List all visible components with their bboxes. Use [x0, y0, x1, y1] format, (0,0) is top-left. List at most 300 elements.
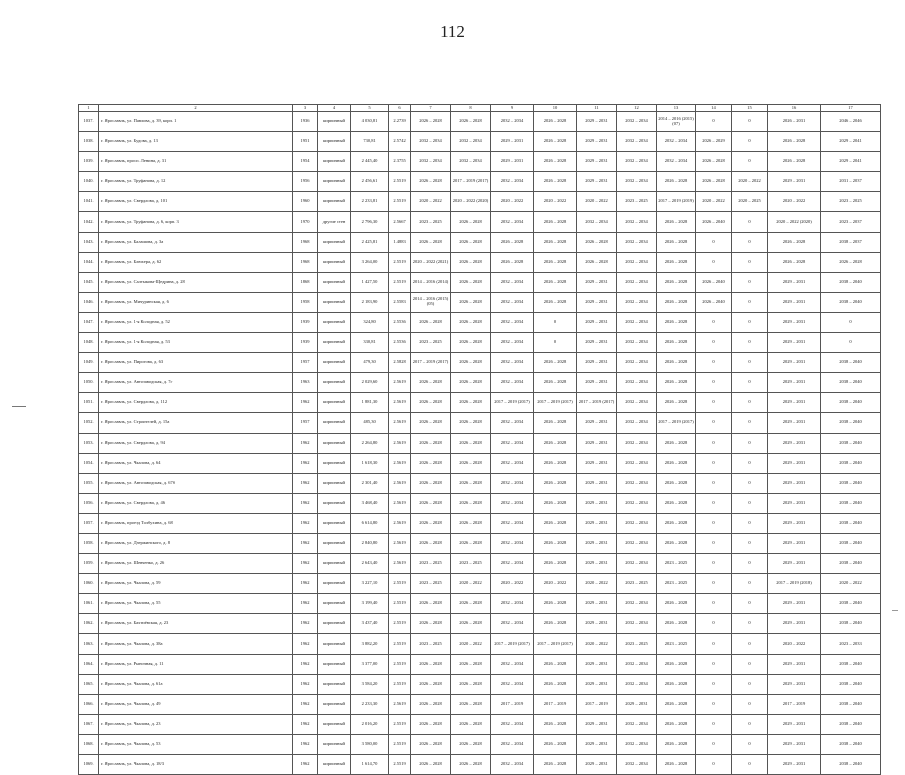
table-row — [79, 554, 881, 574]
table-cell: 2029 – 2031 — [768, 393, 821, 413]
table-cell: 2029 – 2031 — [768, 674, 821, 694]
address-cell: г. Ярославль, ул. Свердлова, д. 94 — [99, 433, 293, 453]
table-cell: 2023 – 2025 — [657, 634, 696, 654]
table-cell: 2026 – 2028 — [411, 433, 451, 453]
table-cell: 324,80 — [351, 312, 389, 332]
table-cell: 2 233,30 — [351, 694, 389, 714]
table-cell: кирпичный — [318, 292, 351, 312]
row-number: 1052. — [79, 413, 99, 433]
address-cell: г. Ярославль, ул. Салтыкова-Щедрина, д. 28 — [99, 272, 293, 292]
row-number: 1045. — [79, 272, 99, 292]
table-cell: 2026 – 2028 — [534, 614, 577, 634]
table-cell: 1.4883 — [389, 232, 411, 252]
table-cell: 2026 – 2028 — [534, 212, 577, 232]
table-cell: 2029 – 2031 — [577, 433, 617, 453]
table-cell: кирпичный — [318, 172, 351, 192]
table-cell: 1951 — [293, 132, 318, 152]
table-cell: 2017 – 2019 (2018) — [768, 574, 821, 594]
table-cell: 2038 – 2040 — [821, 614, 881, 634]
address-cell: г. Ярославль, ул. Свердлова, д. 46 — [99, 493, 293, 513]
table-cell: кирпичный — [318, 272, 351, 292]
table-cell: 2032 – 2034 — [491, 533, 534, 553]
table-cell: 2017 – 2019 (2017) — [411, 353, 451, 373]
table-cell: кирпичный — [318, 614, 351, 634]
table-cell: кирпичный — [318, 493, 351, 513]
table-cell: 2032 – 2034 — [617, 232, 657, 252]
table-cell: 2026 – 2028 — [491, 252, 534, 272]
table-cell: 2026 – 2028 — [534, 554, 577, 574]
table-cell: 2023 – 2037 — [821, 212, 881, 232]
table-cell: 2032 – 2034 — [617, 312, 657, 332]
table-cell: 2046 – 2046 — [821, 112, 881, 132]
row-number: 1058. — [79, 533, 99, 553]
table-cell: 2026 – 2028 — [451, 493, 491, 513]
table-row — [79, 112, 881, 132]
column-header: 2 — [99, 105, 293, 112]
table-cell: 2.5619 — [389, 373, 411, 393]
address-cell: г. Ярославль, просп. Ленина, д. 31 — [99, 152, 293, 172]
table-cell: 2032 – 2034 — [491, 654, 534, 674]
table-cell: 2032 – 2034 — [617, 212, 657, 232]
table-cell: 2 016,20 — [351, 714, 389, 734]
table-cell: 2026 – 2028 — [534, 493, 577, 513]
table-cell: 2026 – 2028 — [491, 232, 534, 252]
table-cell: 2026 – 2028 — [657, 333, 696, 353]
address-cell: г. Ярославль, ул. Балашова, д. 3а — [99, 232, 293, 252]
table-cell: 3 584,20 — [351, 674, 389, 694]
table-cell: 2.5519 — [389, 272, 411, 292]
column-header: 5 — [351, 105, 389, 112]
table-cell: 0 — [696, 393, 732, 413]
table-cell: 1957 — [293, 353, 318, 373]
table-cell: 1954 — [293, 152, 318, 172]
table-cell: 2029 – 2031 — [577, 333, 617, 353]
table-cell: 2038 – 2040 — [821, 533, 881, 553]
table-cell: 1962 — [293, 453, 318, 473]
table-cell: 2026 – 2028 — [534, 292, 577, 312]
table-cell: 2026 – 2028 — [657, 252, 696, 272]
address-cell: г. Ярославль, ул. Строителей, д. 15а — [99, 413, 293, 433]
table-cell: 2029 – 2031 — [577, 453, 617, 473]
table-cell: кирпичный — [318, 654, 351, 674]
table-cell: 2.5619 — [389, 413, 411, 433]
table-cell: 2038 – 2040 — [821, 674, 881, 694]
table-cell: 2023 – 2025 — [657, 574, 696, 594]
table-cell: 2026 – 2028 — [821, 252, 881, 272]
table-cell: 1962 — [293, 714, 318, 734]
table-cell: 2032 – 2034 — [617, 453, 657, 473]
table-cell: 0 — [732, 614, 768, 634]
table-cell: 2026 – 2028 — [534, 453, 577, 473]
table-cell: 2029 – 2031 — [768, 373, 821, 393]
table-cell: 3 580,00 — [351, 734, 389, 754]
table-cell: 2032 – 2034 — [491, 353, 534, 373]
table-cell: кирпичный — [318, 714, 351, 734]
table-cell: 2026 – 2028 — [577, 252, 617, 272]
table-row — [79, 192, 881, 212]
table-cell: 0 — [696, 433, 732, 453]
table-cell: 2026 – 2028 — [657, 312, 696, 332]
table-cell: 2032 – 2034 — [617, 714, 657, 734]
table-cell: 1962 — [293, 554, 318, 574]
table-cell: 2029 – 2031 — [768, 654, 821, 674]
table-cell: 0 — [732, 473, 768, 493]
table-cell: 2017 – 2019 (2019) — [657, 192, 696, 212]
table-row — [79, 333, 881, 353]
table-cell: 0 — [696, 312, 732, 332]
table-cell: 2032 – 2034 — [617, 554, 657, 574]
table-cell: 2026 – 2028 — [657, 755, 696, 775]
table-cell: 2026 – 2028 — [451, 433, 491, 453]
table-cell: 2029 – 2031 — [768, 614, 821, 634]
table-cell: 2032 – 2034 — [491, 614, 534, 634]
table-cell: 2017 – 2019 (2017) — [577, 393, 617, 413]
table-cell: 2026 – 2028 — [657, 513, 696, 533]
table-cell: 2026 – 2028 — [534, 172, 577, 192]
table-cell: 2020 – 2022 (2020) — [768, 212, 821, 232]
table-cell: кирпичный — [318, 252, 351, 272]
table-cell: 2023 – 2025 — [821, 192, 881, 212]
row-number: 1051. — [79, 393, 99, 413]
table-cell: 2029 – 2031 — [768, 473, 821, 493]
table-cell: 2017 – 2019 (2017) — [534, 634, 577, 654]
column-header: 7 — [411, 105, 451, 112]
table-cell: 2026 – 2028 — [451, 333, 491, 353]
table-cell: 2023 – 2025 — [617, 634, 657, 654]
table-cell: 2026 – 2028 — [657, 212, 696, 232]
table-cell: 0 — [732, 112, 768, 132]
column-header: 3 — [293, 105, 318, 112]
table-cell: 0 — [732, 413, 768, 433]
scan-mark — [892, 610, 898, 615]
table-cell: 2031 – 2037 — [821, 172, 881, 192]
table-cell: 2026 – 2028 — [411, 112, 451, 132]
table-cell: 2029 – 2031 — [577, 714, 617, 734]
table-cell: 1962 — [293, 734, 318, 754]
table-cell: кирпичный — [318, 755, 351, 775]
table-cell: 0 — [696, 513, 732, 533]
table-cell: 2.2739 — [389, 112, 411, 132]
table-cell: 2032 – 2034 — [491, 272, 534, 292]
row-number: 1042. — [79, 212, 99, 232]
table-cell: 0 — [732, 513, 768, 533]
table-cell: 2.5619 — [389, 554, 411, 574]
table-cell: 2032 – 2034 — [491, 172, 534, 192]
table-cell: 2032 – 2034 — [617, 674, 657, 694]
table-cell: 2026 – 2028 — [411, 373, 451, 393]
table-cell: 1970 — [293, 212, 318, 232]
column-header: 1 — [79, 105, 99, 112]
table-cell: 2038 – 2040 — [821, 393, 881, 413]
address-cell: г. Ярославль, ул. 1-я Колодная, д. 53 — [99, 333, 293, 353]
table-cell: 0 — [732, 393, 768, 413]
row-number: 1038. — [79, 132, 99, 152]
table-cell: 0 — [821, 333, 881, 353]
row-number: 1054. — [79, 453, 99, 473]
table-cell: 2020 – 2022 — [534, 192, 577, 212]
table-cell: 0 — [696, 353, 732, 373]
table-cell: 6 614,80 — [351, 513, 389, 533]
table-cell: 2026 – 2028 — [451, 533, 491, 553]
table-cell: 2038 – 2040 — [821, 714, 881, 734]
table-cell: 0 — [732, 132, 768, 152]
address-cell: г. Ярославль, ул. Чкалова, д. 18/3 — [99, 755, 293, 775]
table-cell: 0 — [732, 493, 768, 513]
row-number: 1044. — [79, 252, 99, 272]
table-cell: кирпичный — [318, 574, 351, 594]
table-cell: 2026 – 2028 — [411, 393, 451, 413]
table-cell: 0 — [732, 574, 768, 594]
table-cell: 2029 – 2031 — [577, 312, 617, 332]
table-cell: 2026 – 2028 — [534, 252, 577, 272]
table-cell: 2017 – 2019 (2017) — [491, 634, 534, 654]
table-cell: 2 643,40 — [351, 554, 389, 574]
table-cell: 2026 – 2028 — [534, 353, 577, 373]
table-cell: 2029 – 2031 — [577, 292, 617, 312]
table-row — [79, 654, 881, 674]
row-number: 1067. — [79, 714, 99, 734]
table-cell: 2032 – 2034 — [451, 152, 491, 172]
table-cell: 2032 – 2034 — [617, 734, 657, 754]
table-cell: 2026 – 2028 — [534, 654, 577, 674]
table-cell: 2026 – 2028 — [768, 132, 821, 152]
table-cell: 2029 – 2031 — [768, 312, 821, 332]
row-number: 1064. — [79, 654, 99, 674]
table-cell: 2038 – 2040 — [821, 755, 881, 775]
table-cell: 2029 – 2031 — [768, 292, 821, 312]
table-row — [79, 734, 881, 754]
table-cell: 2032 – 2034 — [491, 554, 534, 574]
table-cell: 1962 — [293, 654, 318, 674]
table-cell: 2023 – 2025 — [617, 192, 657, 212]
table-cell: 2026 – 2028 — [534, 232, 577, 252]
table-row — [79, 353, 881, 373]
table-cell: 2026 – 2028 — [451, 393, 491, 413]
table-cell: 730,81 — [351, 132, 389, 152]
table-cell: 2 233,81 — [351, 192, 389, 212]
row-number: 1050. — [79, 373, 99, 393]
table-cell: 2026 – 2028 — [657, 373, 696, 393]
table-cell: 2026 – 2028 — [411, 312, 451, 332]
table-cell: 2026 – 2028 — [411, 594, 451, 614]
table-row — [79, 212, 881, 232]
address-cell: г. Ярославль, ул. Бахтиёвская, д. 23 — [99, 614, 293, 634]
table-cell: 3 377,00 — [351, 654, 389, 674]
table-cell: 2.5519 — [389, 172, 411, 192]
table-cell: 2026 – 2028 — [657, 734, 696, 754]
table-cell: другие стен — [318, 212, 351, 232]
table-cell: 2026 – 2028 — [411, 172, 451, 192]
table-cell: 2026 – 2028 — [451, 232, 491, 252]
table-cell: 2029 – 2031 — [768, 272, 821, 292]
table-cell: 0 — [732, 554, 768, 574]
table-cell: 2.5619 — [389, 513, 411, 533]
table-cell: 2.5519 — [389, 714, 411, 734]
table-cell: 0 — [732, 232, 768, 252]
table-cell: 2026 – 2028 — [451, 292, 491, 312]
table-cell: 0 — [732, 212, 768, 232]
table-cell: 2026 – 2028 — [451, 112, 491, 132]
column-header: 16 — [768, 105, 821, 112]
table-cell: 0 — [732, 654, 768, 674]
table-cell: кирпичный — [318, 554, 351, 574]
table-cell: 2032 – 2034 — [491, 493, 534, 513]
table-cell: 0 — [696, 373, 732, 393]
table-cell: 2017 – 2019 — [534, 694, 577, 714]
table-row — [79, 232, 881, 252]
table-cell: 2.5619 — [389, 433, 411, 453]
table-row — [79, 292, 881, 312]
table-cell: 1962 — [293, 433, 318, 453]
table-row — [79, 453, 881, 473]
table-cell: 2032 – 2034 — [617, 594, 657, 614]
table-cell: 2026 – 2028 — [534, 755, 577, 775]
table-cell: 2020 – 2022 — [696, 192, 732, 212]
table-row — [79, 594, 881, 614]
table-cell: 2020 – 2022 — [768, 192, 821, 212]
table-cell: 0 — [696, 493, 732, 513]
table-row — [79, 674, 881, 694]
table-cell: 2020 – 2022 — [821, 574, 881, 594]
table-cell: 2032 – 2034 — [491, 674, 534, 694]
table-cell: 2026 – 2028 — [411, 533, 451, 553]
table-cell: 2029 – 2031 — [768, 513, 821, 533]
table-cell: 2020 – 2022 — [491, 574, 534, 594]
table-row — [79, 252, 881, 272]
address-cell: г. Ярославль, ул. Павлова, д. 39, корп. 1 — [99, 112, 293, 132]
table-cell: 2029 – 2031 — [768, 554, 821, 574]
table-cell: кирпичный — [318, 333, 351, 353]
table-cell: 2023 – 2025 — [411, 634, 451, 654]
table-cell: 2.5519 — [389, 674, 411, 694]
address-cell: г. Ярославль, ул. Труфанова, д. 6, корп. 3 — [99, 212, 293, 232]
table-cell: 2026 – 2028 — [451, 734, 491, 754]
table-cell: кирпичный — [318, 594, 351, 614]
column-header: 8 — [451, 105, 491, 112]
table-cell: 0 — [732, 373, 768, 393]
row-number: 1047. — [79, 312, 99, 332]
column-header: 17 — [821, 105, 881, 112]
table-cell: 3 199,40 — [351, 594, 389, 614]
table-cell: 2026 – 2028 — [451, 212, 491, 232]
address-cell: г. Ярославль, ул. Мичуринская, д. 6 — [99, 292, 293, 312]
table-cell: 2026 – 2028 — [657, 493, 696, 513]
table-cell: 2032 – 2034 — [617, 755, 657, 775]
table-cell: 1962 — [293, 574, 318, 594]
table-row — [79, 172, 881, 192]
table-cell: 0 — [732, 292, 768, 312]
table-cell: 2017 – 2019 (2017) — [657, 413, 696, 433]
table-cell: 2038 – 2040 — [821, 353, 881, 373]
table-cell: 4 030,81 — [351, 112, 389, 132]
table-row — [79, 152, 881, 172]
table-cell: 3 227,10 — [351, 574, 389, 594]
table-cell: 2026 – 2028 — [768, 152, 821, 172]
table-cell: 2032 – 2034 — [617, 513, 657, 533]
table-cell: 2029 – 2031 — [768, 453, 821, 473]
table-cell: 0 — [732, 734, 768, 754]
address-cell: г. Ярославль, ул. Автозаводская, д. 67б — [99, 473, 293, 493]
column-header: 15 — [732, 105, 768, 112]
table-cell: 2032 – 2034 — [617, 413, 657, 433]
table-cell: 2032 – 2034 — [491, 734, 534, 754]
table-cell: 0 — [732, 312, 768, 332]
table-cell: 0 — [696, 413, 732, 433]
table-cell: кирпичный — [318, 353, 351, 373]
table-cell: 1939 — [293, 312, 318, 332]
table-cell: 0 — [696, 473, 732, 493]
row-number: 1049. — [79, 353, 99, 373]
table-cell: 2.5619 — [389, 473, 411, 493]
table-cell: 2032 – 2034 — [491, 373, 534, 393]
table-cell: 2014 – 2016 (2015) (07) — [657, 112, 696, 132]
table-row — [79, 413, 881, 433]
table-cell: 2020 – 2022 — [411, 192, 451, 212]
margin-mark — [12, 406, 26, 407]
table-cell: 2038 – 2040 — [821, 373, 881, 393]
table-cell: 2026 – 2028 — [657, 453, 696, 473]
table-cell: кирпичный — [318, 674, 351, 694]
table-cell: 0 — [534, 333, 577, 353]
address-cell: г. Ярославль, ул. Труфанова, д. 12 — [99, 172, 293, 192]
table-cell: кирпичный — [318, 132, 351, 152]
table-cell: 2032 – 2034 — [617, 272, 657, 292]
table-cell: 2 301,40 — [351, 473, 389, 493]
table-cell: 2026 – 2028 — [534, 674, 577, 694]
table-cell: 0 — [732, 694, 768, 714]
table-cell: 2026 – 2028 — [768, 252, 821, 272]
table-cell: 2026 – 2028 — [451, 252, 491, 272]
schedule-table — [78, 104, 881, 775]
table-cell: 0 — [534, 312, 577, 332]
table-cell: 2026 – 2028 — [451, 373, 491, 393]
table-cell: 2.5619 — [389, 694, 411, 714]
address-cell: г. Ярославль, ул. Автозаводская, д. 7г — [99, 373, 293, 393]
column-header: 9 — [491, 105, 534, 112]
table-cell: 2020 – 2022 — [491, 192, 534, 212]
address-cell: г. Ярославль, проезд Толбухина, д. 68 — [99, 513, 293, 533]
table-cell: 2017 – 2019 (2017) — [534, 393, 577, 413]
table-cell: 2032 – 2034 — [491, 714, 534, 734]
table-cell: 1962 — [293, 694, 318, 714]
table-cell: 1958 — [293, 292, 318, 312]
table-cell: 1 881,30 — [351, 393, 389, 413]
row-number: 1060. — [79, 574, 99, 594]
table-cell: 2032 – 2034 — [411, 132, 451, 152]
table-cell: 2038 – 2040 — [821, 513, 881, 533]
column-header: 14 — [696, 105, 732, 112]
table-cell: 2029 – 2031 — [768, 755, 821, 775]
table-cell: 1962 — [293, 614, 318, 634]
address-cell: г. Ярославль, ул. Рыночная, д. 11 — [99, 654, 293, 674]
table-cell: 0 — [696, 734, 732, 754]
table-cell: 2029 – 2031 — [491, 132, 534, 152]
table-cell: 2026 – 2028 — [657, 614, 696, 634]
table-cell: 2026 – 2028 — [451, 594, 491, 614]
table-cell: 2026 – 2028 — [534, 533, 577, 553]
table-row — [79, 493, 881, 513]
table-cell: 1968 — [293, 232, 318, 252]
table-row — [79, 513, 881, 533]
table-cell: 2026 – 2028 — [534, 112, 577, 132]
table-cell: 3 468,40 — [351, 493, 389, 513]
row-number: 1063. — [79, 634, 99, 654]
table-cell: 2026 – 2028 — [411, 714, 451, 734]
table-cell: 2029 – 2031 — [577, 614, 617, 634]
table-cell: 0 — [732, 755, 768, 775]
table-cell: 2.5742 — [389, 132, 411, 152]
table-cell: 2029 – 2031 — [577, 152, 617, 172]
